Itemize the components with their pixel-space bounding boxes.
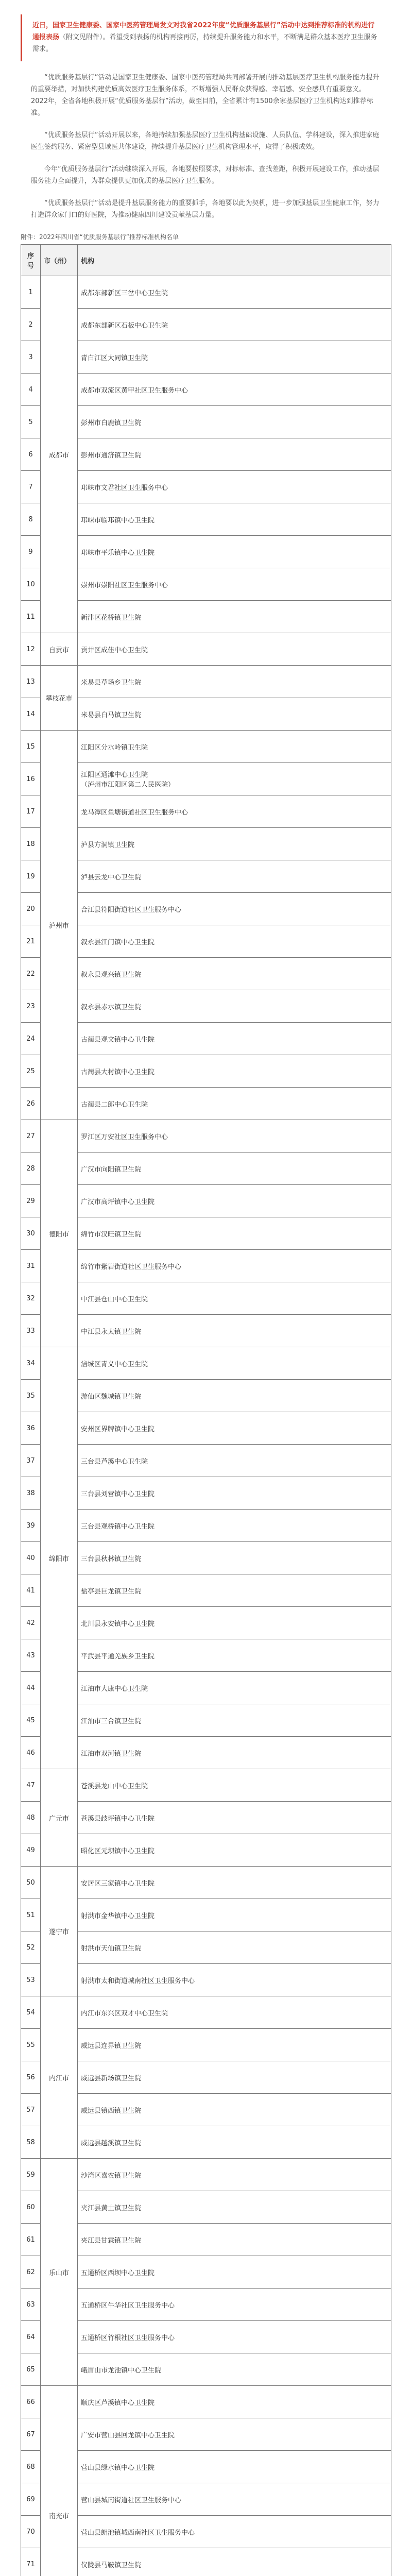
org-cell [78,1445,391,1477]
row-number: 16 [21,763,41,795]
row-number: 4 [21,374,41,406]
org-cell [78,1120,391,1153]
org-cell [78,2451,391,2483]
row-number: 55 [21,2029,41,2061]
city-cell: 内江市 [41,1996,78,2159]
org-name: 涪城区青义中心卫生院 [81,1360,148,1368]
row-number: 19 [21,860,41,893]
org-name: 威远县新场镇卫生院 [81,2074,142,2082]
org-name: 威远县连界镇卫生院 [81,2042,142,2050]
row-number: 69 [21,2483,41,2516]
city-cell: 德阳市 [41,1120,78,1347]
org-name: 龙马潭区鱼塘街道社区卫生服务中心 [81,808,188,817]
table-row [21,1120,391,1153]
org-name: 古蔺县二郎中心卫生院 [81,1100,148,1109]
org-cell [78,1250,391,1282]
org-name: 威远县镇西镇卫生院 [81,2107,142,2115]
city-cell: 攀枝花市 [41,666,78,731]
org-name: 内江市东兴区双才中心卫生院 [81,2009,168,2018]
row-number: 17 [21,795,41,828]
org-cell [78,2321,391,2353]
row-number: 45 [21,1704,41,1737]
org-name: 泸县云龙中心卫生院 [81,873,142,882]
row-number: 63 [21,2289,41,2321]
row-number: 49 [21,1834,41,1867]
org-cell [78,1542,391,1574]
org-cell [78,1023,391,1055]
org-cell [78,1217,391,1250]
row-number: 47 [21,1769,41,1802]
org-cell [78,1704,391,1737]
org-cell [78,471,391,503]
table-caption: 附件：2022年四川省“优质服务基层行”推荐标准机构名单 [21,233,179,241]
row-number: 37 [21,1445,41,1477]
org-cell [78,763,391,795]
org-cell [78,2516,391,2548]
org-name: 中江县永太镇卫生院 [81,1328,142,1336]
org-cell [78,1996,391,2029]
row-number: 64 [21,2321,41,2353]
org-cell [78,374,391,406]
org-cell [78,1737,391,1769]
row-number: 33 [21,1315,41,1347]
org-cell [78,1672,391,1704]
city-cell: 南充市 [41,2386,78,2576]
org-cell [78,1769,391,1802]
org-cell [78,1834,391,1867]
row-number: 36 [21,1412,41,1445]
table-row [21,1769,391,1802]
org-cell [78,2353,391,2386]
row-number: 9 [21,536,41,568]
org-cell [78,276,391,309]
org-name: 合江县符阳街道社区卫生服务中心 [81,906,182,914]
org-cell [78,2094,391,2126]
table-row [21,1867,391,1899]
org-cell [78,2386,391,2418]
row-number: 60 [21,2191,41,2224]
org-cell [78,731,391,763]
org-name: 夹江县甘霖镇卫生院 [81,2236,142,2245]
org-name: 仪陇县马鞍镇卫生院 [81,2561,142,2569]
row-number: 28 [21,1153,41,1185]
row-number: 13 [21,666,41,698]
row-number: 38 [21,1477,41,1510]
row-number: 65 [21,2353,41,2386]
org-cell [78,2126,391,2159]
city-cell: 成都市 [41,276,78,633]
org-cell [78,406,391,438]
org-name: 古蔺县大村镇中心卫生院 [81,1068,155,1076]
org-name-alias: （泸州市江阳区第二人民医院） [81,781,175,789]
org-cell [78,309,391,341]
table-row [21,633,391,666]
org-name: 叙永县观兴镇卫生院 [81,971,142,979]
org-name: 江阳区通滩中心卫生院 [81,771,148,779]
org-cell [78,536,391,568]
row-number: 32 [21,1282,41,1315]
city-cell: 广元市 [41,1769,78,1867]
notice-body: （附文见附件）。希望受到表扬的机构再接再厉，持续提升服务能力和水平，不断满足群众基本医疗卫生服务需求。 [32,33,377,53]
table-row [21,731,391,763]
org-name: 峨眉山市龙池镇中心卫生院 [81,2366,162,2375]
org-name: 邛崃市平乐镇中心卫生院 [81,549,155,557]
org-cell [78,958,391,990]
city-cell: 自贡市 [41,633,78,666]
table-row [21,276,391,309]
row-number: 71 [21,2548,41,2576]
table-row [21,2159,391,2191]
row-number: 21 [21,925,41,958]
org-name: 安州区界牌镇中心卫生院 [81,1425,155,1433]
org-cell [78,2289,391,2321]
org-cell [78,2418,391,2451]
org-cell [78,1607,391,1639]
row-number: 52 [21,1931,41,1964]
org-cell [78,698,391,731]
row-number: 54 [21,1996,41,2029]
org-name: 射洪市天仙镇卫生院 [81,1944,142,1953]
city-cell: 绵阳市 [41,1347,78,1769]
row-number: 40 [21,1542,41,1574]
row-number: 57 [21,2094,41,2126]
org-cell [78,2061,391,2094]
org-cell [78,1153,391,1185]
org-name: 邛崃市临邛镇中心卫生院 [81,516,155,524]
org-cell [78,1412,391,1445]
paragraph: “优质服务基层行”活动开展以来，各地持续加强基层医疗卫生机构基础设施、人员队伍、学科建设，深入推进家庭医生签约服务、紧密型县域医共体建设，持续提升基层医疗卫生机构管理水平，取得了积极成效。 [31,131,380,151]
org-cell [78,795,391,828]
org-name: 江油市三合镇卫生院 [81,1717,142,1725]
org-cell [78,1282,391,1315]
row-number: 56 [21,2061,41,2094]
org-name: 营山县绿水镇中心卫生院 [81,2464,155,2472]
row-number: 39 [21,1510,41,1542]
row-number: 11 [21,601,41,633]
row-number: 2 [21,309,41,341]
org-cell [78,1477,391,1510]
city-cell: 乐山市 [41,2159,78,2386]
row-number: 8 [21,503,41,536]
row-number: 35 [21,1380,41,1412]
article [0,14,412,2576]
row-number: 50 [21,1867,41,1899]
row-number: 10 [21,568,41,601]
row-number: 12 [21,633,41,666]
org-name: 广汉市高坪镇中心卫生院 [81,1198,155,1206]
city-cell: 遂宁市 [41,1867,78,1996]
org-cell [78,1055,391,1088]
org-name: 贡井区成佳中心卫生院 [81,646,148,654]
org-name: 安居区三家镇中心卫生院 [81,1879,155,1888]
org-name: 五通桥区牛华社区卫生服务中心 [81,2301,175,2310]
row-number: 70 [21,2516,41,2548]
row-number: 15 [21,731,41,763]
org-cell [78,1510,391,1542]
org-name: 彭州市通济镇卫生院 [81,451,142,460]
table-header-row [21,245,391,276]
org-cell [78,1802,391,1834]
paragraph: “优质服务基层行”活动是国家卫生健康委、国家中医药管理局共同部署开展的推动基层医疗卫生机构服务能力提升的重要举措，对加快构建优质高效医疗卫生服务体系，不断增强人民群众获得感、幸福感、安全感具有重要意义。2022年，全省各地积极开展“优质服务基层行”活动，截至目前，全省累计有1500余家基层医疗卫生机构达到推荐标准。 [31,74,380,117]
org-cell [78,1574,391,1607]
org-cell [78,1315,391,1347]
row-number: 41 [21,1574,41,1607]
row-number: 48 [21,1802,41,1834]
org-cell [78,666,391,698]
org-name: 三台县秋林镇卫生院 [81,1555,142,1563]
org-cell [78,1899,391,1931]
org-cell [78,925,391,958]
city-cell: 泸州市 [41,731,78,1120]
org-name: 古蔺县观文镇中心卫生院 [81,1036,155,1044]
org-name: 米易县白马镇卫生院 [81,711,142,719]
org-name: 江阳区分水岭镇卫生院 [81,743,148,752]
org-name: 北川县永安镇中心卫生院 [81,1620,155,1628]
org-name: 顺庆区芦溪镇中心卫生院 [81,2399,155,2407]
org-cell [78,568,391,601]
org-name: 射洪市太和街道城南社区卫生服务中心 [81,1977,195,1985]
org-name: 游仙区魏城镇卫生院 [81,1393,142,1401]
org-name: 营山县城南街道社区卫生服务中心 [81,2496,182,2504]
org-cell [78,1347,391,1380]
org-name: 成都市双流区黄甲社区卫生服务中心 [81,386,188,395]
row-number: 46 [21,1737,41,1769]
org-cell [78,2191,391,2224]
row-number: 18 [21,828,41,860]
row-number: 27 [21,1120,41,1153]
notice-box [21,14,391,61]
org-name: 夹江县黄土镇卫生院 [81,2204,142,2212]
org-cell [78,1639,391,1672]
org-cell [78,1964,391,1996]
organization-table [21,244,391,2576]
org-cell [78,828,391,860]
org-name: 苍溪县歧坪镇中心卫生院 [81,1815,155,1823]
org-name: 五通桥区竹根社区卫生服务中心 [81,2334,175,2342]
header-city: 市（州） [41,245,78,276]
org-name: 营山县朗池镇城西南社区卫生服务中心 [81,2529,195,2537]
row-number: 67 [21,2418,41,2451]
table-body [21,276,391,2576]
org-name: 三台县观桥镇中心卫生院 [81,1522,155,1531]
org-name: 泸县方洞镇卫生院 [81,841,135,849]
org-cell [78,1867,391,1899]
org-name: 威远县越溪镇卫生院 [81,2139,142,2147]
header-no: 序号 [21,245,41,276]
row-number: 23 [21,990,41,1023]
org-cell [78,2029,391,2061]
row-number: 6 [21,438,41,471]
org-cell [78,503,391,536]
row-number: 68 [21,2451,41,2483]
org-name: 昭化区元坝镇中心卫生院 [81,1847,155,1855]
row-number: 20 [21,893,41,925]
row-number: 53 [21,1964,41,1996]
table-row [21,1347,391,1380]
org-cell [78,1380,391,1412]
paragraph: “优质服务基层行”活动是提升基层服务能力的重要抓手，各地要以此为契机，进一步加强基层卫生健康工作，努力打造群众家门口的好医院，为推动健康四川建设贡献基层力量。 [31,199,380,219]
header-org: 机构 [78,245,391,276]
org-name: 三台县芦溪中心卫生院 [81,1458,148,1466]
org-name: 邛崃市文君社区卫生服务中心 [81,484,168,492]
row-number: 7 [21,471,41,503]
org-cell [78,860,391,893]
org-cell [78,633,391,666]
org-name: 青白江区大同镇卫生院 [81,354,148,362]
org-name: 江油市大康中心卫生院 [81,1685,148,1693]
org-name: 江油市双河镇卫生院 [81,1750,142,1758]
org-cell [78,2256,391,2289]
row-number: 26 [21,1088,41,1120]
org-name: 崇州市崇阳社区卫生服务中心 [81,581,168,589]
row-number: 59 [21,2159,41,2191]
row-number: 43 [21,1639,41,1672]
org-name: 三台县刘营镇中心卫生院 [81,1490,155,1498]
row-number: 22 [21,958,41,990]
row-number: 62 [21,2256,41,2289]
org-name: 中江县仓山中心卫生院 [81,1295,148,1303]
row-number: 44 [21,1672,41,1704]
org-name: 绵竹市汉旺镇卫生院 [81,1230,142,1239]
table-row [21,666,391,698]
org-cell [78,990,391,1023]
org-name: 沙湾区嘉农镇卫生院 [81,2172,142,2180]
org-cell [78,1088,391,1120]
org-name: 平武县平通羌族乡卫生院 [81,1652,155,1660]
org-name: 罗江区万安社区卫生服务中心 [81,1133,168,1141]
org-name: 米易县草场乡卫生院 [81,679,142,687]
org-cell [78,2483,391,2516]
org-name: 五通桥区西坝中心卫生院 [81,2269,155,2277]
row-number: 66 [21,2386,41,2418]
org-cell [78,2548,391,2576]
table-row [21,1996,391,2029]
org-name: 叙永县赤水镇卫生院 [81,1003,142,1011]
org-cell [78,893,391,925]
org-cell [78,341,391,374]
org-name: 成都东部新区三岔中心卫生院 [81,289,168,297]
org-name: 成都东部新区石板中心卫生院 [81,321,168,330]
row-number: 42 [21,1607,41,1639]
row-number: 29 [21,1185,41,1217]
row-number: 58 [21,2126,41,2159]
row-number: 25 [21,1055,41,1088]
row-number: 24 [21,1023,41,1055]
org-name: 叙永县江门镇中心卫生院 [81,938,155,946]
org-cell [78,1931,391,1964]
org-name: 苍溪县龙山中心卫生院 [81,1782,148,1790]
org-name: 彭州市白鹿镇卫生院 [81,419,142,427]
paragraph: 今年“优质服务基层行”活动继续深入开展，各地要按照要求，对标标准、查找差距，积极开展建设工作，推动基层服务能力全面提升，为群众提供更加优质的基层医疗卫生服务。 [31,165,380,185]
org-name: 新津区花桥镇卫生院 [81,614,142,622]
org-cell [78,1185,391,1217]
row-number: 51 [21,1899,41,1931]
org-name: 绵竹市紫岩街道社区卫生服务中心 [81,1263,182,1271]
org-cell [78,601,391,633]
org-name: 射洪市金华镇中心卫生院 [81,1912,155,1920]
org-cell [78,2159,391,2191]
row-number: 14 [21,698,41,731]
row-number: 5 [21,406,41,438]
row-number: 3 [21,341,41,374]
org-name: 广安市营山县回龙镇中心卫生院 [81,2431,175,2439]
row-number: 30 [21,1217,41,1250]
row-number: 34 [21,1347,41,1380]
org-name: 广汉市向阳镇卫生院 [81,1165,142,1174]
row-number: 31 [21,1250,41,1282]
org-name: 盐亭县巨龙镇卫生院 [81,1587,142,1596]
notice-lead: 近日，国家卫生健康委、国家中医药管理局发文对我省2022年度“优质服务基层行”活动中达到推荐标准的机构进行通报表扬 [32,22,375,41]
org-cell [78,438,391,471]
org-cell [78,2224,391,2256]
row-number: 61 [21,2224,41,2256]
table-row [21,2386,391,2418]
row-number: 1 [21,276,41,309]
